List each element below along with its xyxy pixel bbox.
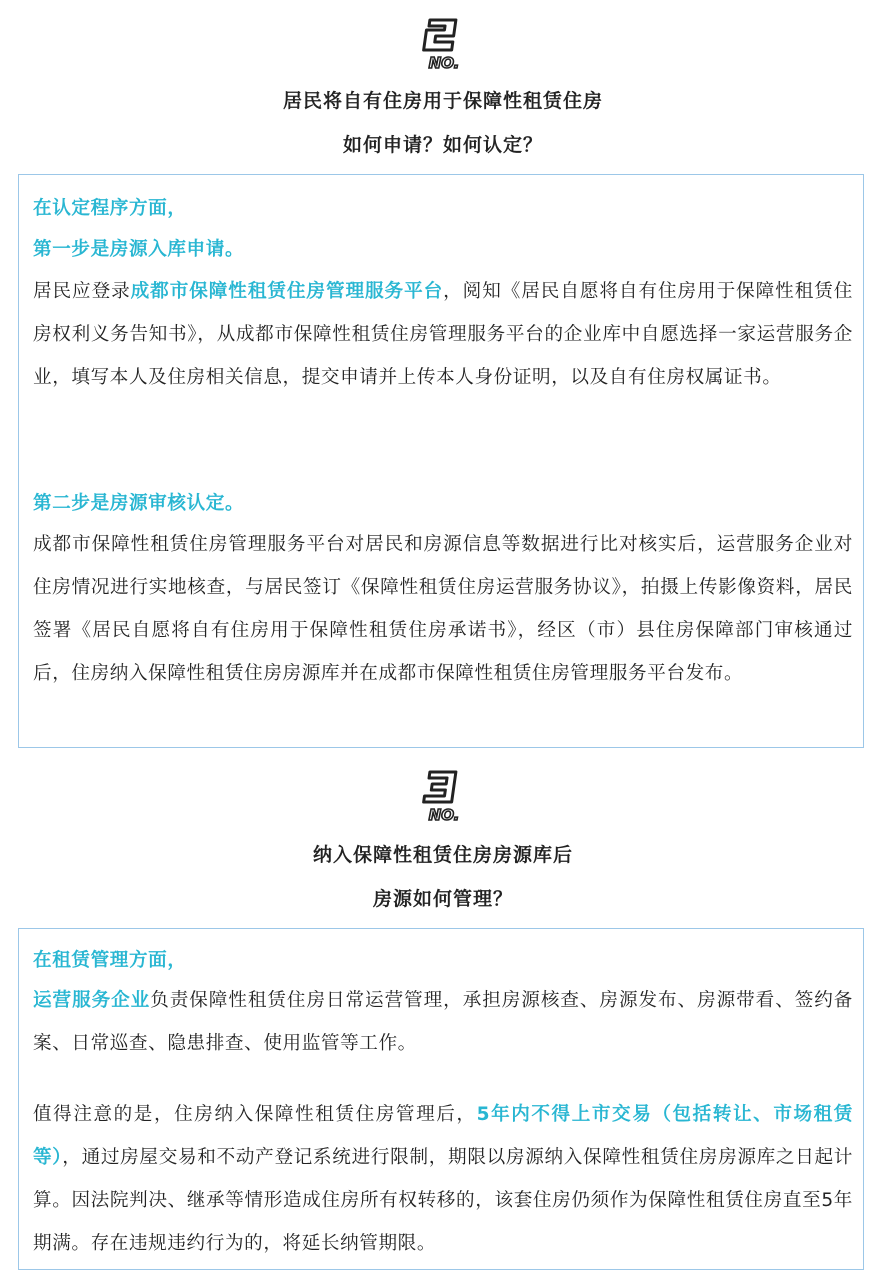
step2-paragraph: 成都市保障性租赁住房管理服务平台对居民和房源信息等数据进行比对核实后，运营服务企业对住房情况进行实地核查，与居民签订《保障性租赁住房运营服务协议》，拍摄上传影像资料，居民签署《居民自愿将自有住房用于保障性租赁住房承诺书》，经区（市）县住房保障部门审核通过后，住房纳入保障性租赁住房房源库并在成都市保障性租赁住房管理服务平台发布。 [33, 534, 853, 684]
section3-p2-text-a: 值得注意的是，住房纳入保障性租赁住房管理后， [33, 1104, 477, 1125]
number-2-badge [413, 12, 473, 72]
number-3-badge [413, 764, 473, 824]
section3-intro: 在租赁管理方面， [33, 950, 187, 971]
section3-paragraph2 [33, 1093, 853, 1265]
section3-title-line2: 房源如何管理？ [372, 888, 513, 910]
section3-p1-text: 负责保障性租赁住房日常运营管理，承担房源核查、房源发布、房源带看、签约备案、日常巡查、隐患排查、使用监管等工作。 [33, 990, 853, 1054]
step1-text-a: 居民应登录 [33, 281, 131, 302]
section2-title-line1: 居民将自有住房用于保障性租赁住房 [282, 90, 603, 112]
badge-label: NO. [428, 54, 460, 72]
operator-highlight: 运营服务企业 [33, 990, 151, 1011]
platform-highlight: 成都市保障性租赁住房管理服务平台 [130, 281, 444, 302]
badge-label: NO. [428, 806, 460, 824]
step1-text-b: ，阅知《居民自愿将自有住房用于保障性租赁住房权利义务告知书》，从成都市保障性租赁住房管理服务平台的企业库中自愿选择一家运营服务企业，填写本人及住房相关信息，提交申请并上传本人身份证明，以及自有住房权属证书。 [33, 281, 853, 388]
step1-title: 第一步是房源入库申请。 [33, 239, 245, 260]
section3-p2-text-b: ，通过房屋交易和不动产登记系统进行限制，期限以房源纳入保障性租赁住房房源库之日起计算。因法院判决、继承等情形造成住房所有权转移的，该套住房仍须作为保障性租赁住房直至5年期满。存在违规违约行为的，将延长纳管期限。 [33, 1147, 853, 1254]
step1-paragraph [33, 270, 853, 399]
step2-title: 第二步是房源审核认定。 [33, 493, 245, 514]
section3-title-line1: 纳入保障性租赁住房房源库后 [312, 844, 573, 866]
no-3-icon [413, 764, 473, 824]
no-2-icon [413, 12, 473, 72]
section2-title-line2: 如何申请？如何认定？ [342, 134, 543, 156]
section2-intro: 在认定程序方面， [33, 198, 187, 219]
section3-paragraph1 [33, 979, 853, 1065]
five-year-highlight: 5年内不得上市交易（包括转让、市场租赁等） [33, 1104, 854, 1168]
section2-content-box [18, 174, 864, 748]
section3-content-box [18, 928, 864, 1270]
